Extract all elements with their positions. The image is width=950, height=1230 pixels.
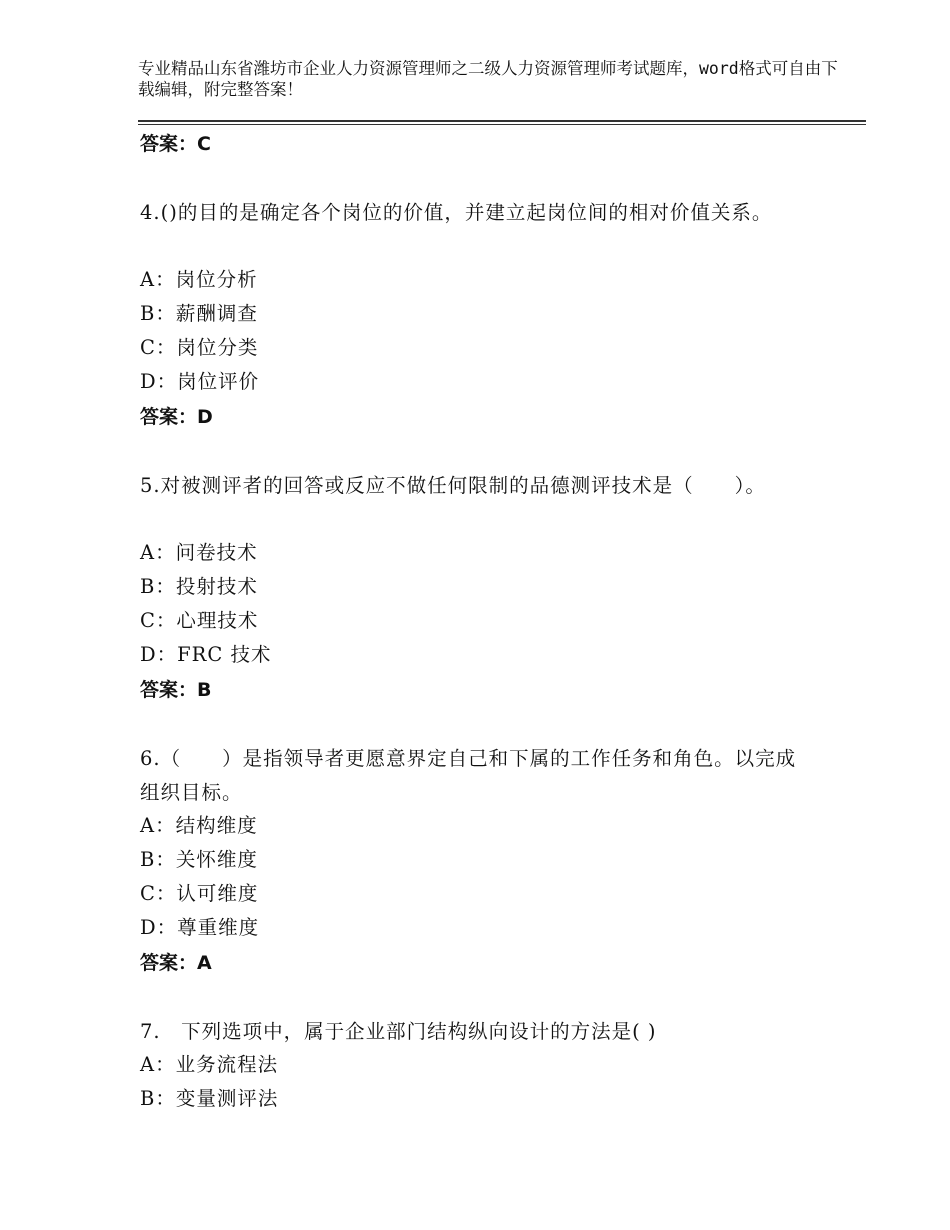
answer-6: 答案：A — [140, 952, 212, 974]
option-5d: D：FRC 技术 — [140, 643, 272, 666]
header-divider — [138, 120, 866, 122]
answer-4: 答案：D — [140, 406, 213, 428]
question-6: 6.（ ）是指领导者更愿意界定自己和下属的工作任务和角色。以完成组织目标。 — [140, 747, 797, 804]
option-6c: C：认可维度 — [140, 882, 259, 905]
option-4a: A：岗位分析 — [140, 268, 258, 291]
option-4b: B：薪酬调查 — [140, 302, 258, 325]
question-7: 7. 下列选项中，属于企业部门结构纵向设计的方法是( ) — [140, 1020, 657, 1043]
option-4c: C：岗位分类 — [140, 336, 259, 359]
option-6d: D：尊重维度 — [140, 916, 260, 939]
question-4: 4.()的目的是确定各个岗位的价值，并建立起岗位间的相对价值关系。 — [140, 201, 773, 224]
option-5a: A：问卷技术 — [140, 541, 258, 564]
answer-5: 答案：B — [140, 679, 212, 701]
option-5b: B：投射技术 — [140, 575, 258, 598]
option-7a: A：业务流程法 — [140, 1053, 279, 1076]
option-7b: B：变量测评法 — [140, 1087, 279, 1110]
option-5c: C：心理技术 — [140, 609, 259, 632]
question-5: 5.对被测评者的回答或反应不做任何限制的品德测评技术是（ ）。 — [140, 474, 766, 497]
option-6b: B：关怀维度 — [140, 848, 258, 871]
option-4d: D：岗位评价 — [140, 370, 260, 393]
answer-3: 答案：C — [140, 133, 211, 155]
document-header: 专业精品山东省潍坊市企业人力资源管理师之二级人力资源管理师考试题库，word格式可自由下载编辑，附完整答案！ — [138, 59, 838, 99]
header-divider-thin — [138, 124, 866, 125]
option-6a: A：结构维度 — [140, 814, 258, 837]
